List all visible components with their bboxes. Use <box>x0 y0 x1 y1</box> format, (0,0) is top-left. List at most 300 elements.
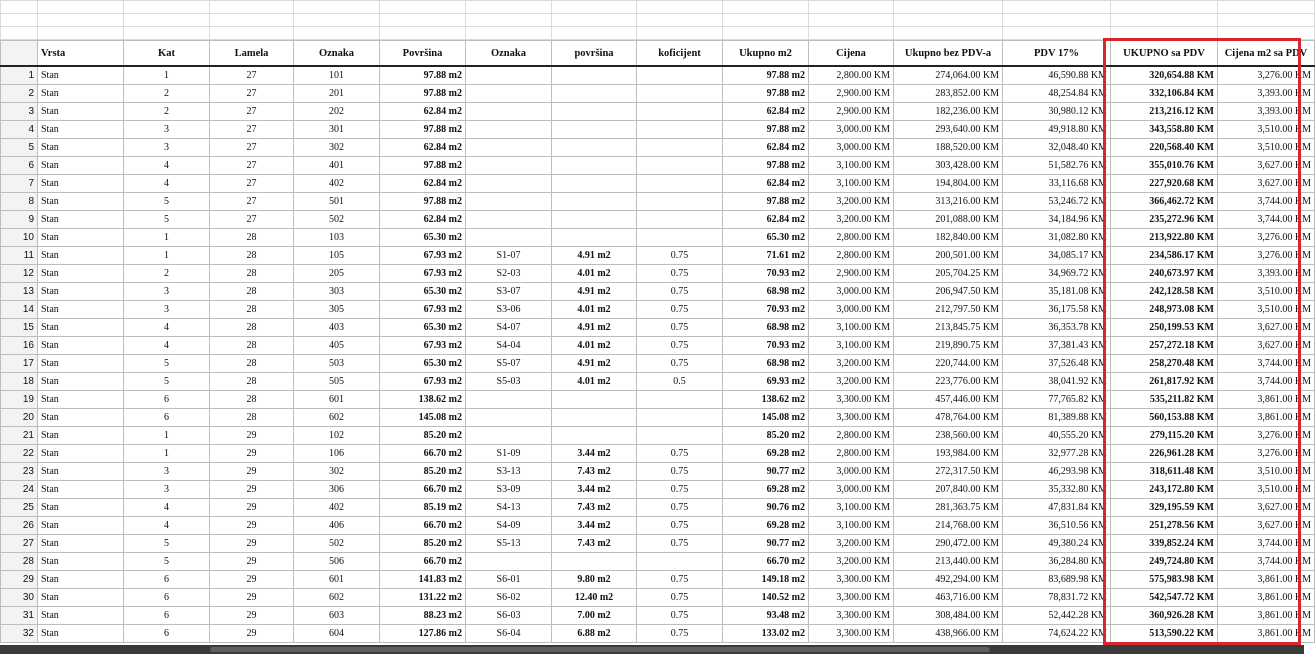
cell-vrsta[interactable]: Stan <box>38 319 124 337</box>
cell-vrsta[interactable]: Stan <box>38 409 124 427</box>
cell-koficijent[interactable]: 0.75 <box>637 625 723 643</box>
cell-koficijent[interactable]: 0.75 <box>637 301 723 319</box>
cell-ukupno-sa-pdv[interactable]: 243,172.80 KM <box>1111 481 1218 499</box>
cell-cijena[interactable]: 3,000.00 KM <box>809 301 894 319</box>
cell-vrsta[interactable]: Stan <box>38 247 124 265</box>
cell-koficijent[interactable] <box>637 211 723 229</box>
cell-ukupno-bez-pdv[interactable]: 238,560.00 KM <box>894 427 1003 445</box>
cell-ukupno-sa-pdv[interactable]: 279,115.20 KM <box>1111 427 1218 445</box>
cell-povrsina[interactable]: 65.30 m2 <box>380 319 466 337</box>
header-kat[interactable]: Kat <box>124 41 210 67</box>
cell-kat[interactable]: 6 <box>124 589 210 607</box>
cell-oznaka[interactable]: 105 <box>294 247 380 265</box>
cell-cijena[interactable]: 2,800.00 KM <box>809 427 894 445</box>
cell-ukupno-m2[interactable]: 85.20 m2 <box>723 427 809 445</box>
cell-oznaka-ostave[interactable]: S6-01 <box>466 571 552 589</box>
cell-ukupno-m2[interactable]: 70.93 m2 <box>723 265 809 283</box>
cell-ukupno-sa-pdv[interactable]: 251,278.56 KM <box>1111 517 1218 535</box>
cell-povrsina[interactable]: 67.93 m2 <box>380 265 466 283</box>
cell-pdv[interactable]: 49,380.24 KM <box>1003 535 1111 553</box>
cell-povrsina[interactable]: 97.88 m2 <box>380 193 466 211</box>
cell-lamela[interactable]: 29 <box>210 571 294 589</box>
cell-ukupno-bez-pdv[interactable]: 478,764.00 KM <box>894 409 1003 427</box>
cell-oznaka-ostave[interactable]: S3-07 <box>466 283 552 301</box>
cell-oznaka[interactable]: 604 <box>294 625 380 643</box>
cell-ukupno-bez-pdv[interactable]: 194,804.00 KM <box>894 175 1003 193</box>
cell-povrsina-ostave[interactable] <box>552 409 637 427</box>
cell-cijena-m2-sa-pdv[interactable]: 3,510.00 KM <box>1218 139 1315 157</box>
cell-cijena-m2-sa-pdv[interactable]: 3,276.00 KM <box>1218 445 1315 463</box>
cell-povrsina-ostave[interactable]: 4.91 m2 <box>552 247 637 265</box>
cell-kat[interactable]: 6 <box>124 571 210 589</box>
cell-povrsina[interactable]: 131.22 m2 <box>380 589 466 607</box>
cell-povrsina-ostave[interactable]: 3.44 m2 <box>552 445 637 463</box>
cell-povrsina[interactable]: 62.84 m2 <box>380 175 466 193</box>
row-number[interactable]: 1 <box>1 66 38 85</box>
cell-cijena-m2-sa-pdv[interactable]: 3,744.00 KM <box>1218 193 1315 211</box>
row-number[interactable]: 7 <box>1 175 38 193</box>
cell-koficijent[interactable] <box>637 229 723 247</box>
cell-ukupno-m2[interactable]: 145.08 m2 <box>723 409 809 427</box>
cell-povrsina[interactable]: 88.23 m2 <box>380 607 466 625</box>
cell-oznaka[interactable]: 106 <box>294 445 380 463</box>
cell-oznaka[interactable]: 102 <box>294 427 380 445</box>
cell-povrsina-ostave[interactable] <box>552 139 637 157</box>
cell-oznaka[interactable]: 205 <box>294 265 380 283</box>
cell-ukupno-sa-pdv[interactable]: 318,611.48 KM <box>1111 463 1218 481</box>
cell-cijena[interactable]: 3,000.00 KM <box>809 463 894 481</box>
cell-koficijent[interactable]: 0.75 <box>637 445 723 463</box>
cell-oznaka[interactable]: 503 <box>294 355 380 373</box>
cell-pdv[interactable]: 77,765.82 KM <box>1003 391 1111 409</box>
row-number[interactable]: 29 <box>1 571 38 589</box>
cell-povrsina[interactable]: 67.93 m2 <box>380 247 466 265</box>
header-cijena-m2-sa-pdv[interactable]: Cijena m2 sa PDV <box>1218 41 1315 67</box>
cell-povrsina[interactable]: 66.70 m2 <box>380 445 466 463</box>
cell-cijena-m2-sa-pdv[interactable]: 3,861.00 KM <box>1218 625 1315 643</box>
cell-oznaka[interactable]: 306 <box>294 481 380 499</box>
cell-ukupno-m2[interactable]: 149.18 m2 <box>723 571 809 589</box>
cell-ukupno-bez-pdv[interactable]: 206,947.50 KM <box>894 283 1003 301</box>
cell-kat[interactable]: 3 <box>124 301 210 319</box>
cell-povrsina[interactable]: 65.30 m2 <box>380 355 466 373</box>
cell-ukupno-sa-pdv[interactable]: 513,590.22 KM <box>1111 625 1218 643</box>
cell-povrsina-ostave[interactable]: 7.43 m2 <box>552 499 637 517</box>
cell-ukupno-m2[interactable]: 71.61 m2 <box>723 247 809 265</box>
cell-kat[interactable]: 4 <box>124 157 210 175</box>
cell-pdv[interactable]: 46,293.98 KM <box>1003 463 1111 481</box>
cell-ukupno-bez-pdv[interactable]: 201,088.00 KM <box>894 211 1003 229</box>
header-ukupno-sa-pdv[interactable]: UKUPNO sa PDV <box>1111 41 1218 67</box>
header-ukupno-bez-pdv[interactable]: Ukupno bez PDV-a <box>894 41 1003 67</box>
cell-ukupno-bez-pdv[interactable]: 272,317.50 KM <box>894 463 1003 481</box>
cell-oznaka-ostave[interactable]: S4-07 <box>466 319 552 337</box>
cell-ukupno-bez-pdv[interactable]: 219,890.75 KM <box>894 337 1003 355</box>
cell-cijena[interactable]: 3,300.00 KM <box>809 589 894 607</box>
cell-ukupno-m2[interactable]: 69.28 m2 <box>723 481 809 499</box>
cell-pdv[interactable]: 34,184.96 KM <box>1003 211 1111 229</box>
cell-povrsina[interactable]: 62.84 m2 <box>380 139 466 157</box>
row-number[interactable]: 32 <box>1 625 38 643</box>
cell-cijena-m2-sa-pdv[interactable]: 3,627.00 KM <box>1218 157 1315 175</box>
cell-kat[interactable]: 4 <box>124 175 210 193</box>
cell-oznaka-ostave[interactable]: S5-03 <box>466 373 552 391</box>
cell-koficijent[interactable]: 0.75 <box>637 337 723 355</box>
cell-kat[interactable]: 5 <box>124 535 210 553</box>
cell-povrsina[interactable]: 127.86 m2 <box>380 625 466 643</box>
cell-ukupno-m2[interactable]: 138.62 m2 <box>723 391 809 409</box>
cell-povrsina-ostave[interactable] <box>552 553 637 571</box>
cell-kat[interactable]: 5 <box>124 193 210 211</box>
cell-vrsta[interactable]: Stan <box>38 337 124 355</box>
cell-oznaka-ostave[interactable]: S2-03 <box>466 265 552 283</box>
cell-oznaka[interactable]: 402 <box>294 499 380 517</box>
cell-ukupno-sa-pdv[interactable]: 339,852.24 KM <box>1111 535 1218 553</box>
cell-ukupno-bez-pdv[interactable]: 207,840.00 KM <box>894 481 1003 499</box>
row-number[interactable]: 9 <box>1 211 38 229</box>
cell-ukupno-bez-pdv[interactable]: 213,845.75 KM <box>894 319 1003 337</box>
row-number[interactable]: 28 <box>1 553 38 571</box>
cell-cijena-m2-sa-pdv[interactable]: 3,744.00 KM <box>1218 553 1315 571</box>
cell-cijena[interactable]: 3,200.00 KM <box>809 193 894 211</box>
cell-oznaka[interactable]: 305 <box>294 301 380 319</box>
cell-cijena-m2-sa-pdv[interactable]: 3,744.00 KM <box>1218 373 1315 391</box>
cell-ukupno-bez-pdv[interactable]: 193,984.00 KM <box>894 445 1003 463</box>
row-number[interactable]: 25 <box>1 499 38 517</box>
cell-ukupno-sa-pdv[interactable]: 235,272.96 KM <box>1111 211 1218 229</box>
cell-ukupno-bez-pdv[interactable]: 274,064.00 KM <box>894 66 1003 85</box>
row-number[interactable]: 18 <box>1 373 38 391</box>
cell-koficijent[interactable]: 0.75 <box>637 265 723 283</box>
cell-lamela[interactable]: 29 <box>210 499 294 517</box>
cell-oznaka[interactable]: 406 <box>294 517 380 535</box>
cell-ukupno-sa-pdv[interactable]: 242,128.58 KM <box>1111 283 1218 301</box>
cell-oznaka-ostave[interactable] <box>466 211 552 229</box>
cell-ukupno-m2[interactable]: 133.02 m2 <box>723 625 809 643</box>
cell-povrsina[interactable]: 85.20 m2 <box>380 535 466 553</box>
cell-cijena[interactable]: 3,200.00 KM <box>809 553 894 571</box>
cell-ukupno-m2[interactable]: 65.30 m2 <box>723 229 809 247</box>
cell-vrsta[interactable]: Stan <box>38 625 124 643</box>
cell-oznaka-ostave[interactable] <box>466 103 552 121</box>
cell-pdv[interactable]: 81,389.88 KM <box>1003 409 1111 427</box>
cell-cijena[interactable]: 2,900.00 KM <box>809 265 894 283</box>
cell-cijena[interactable]: 2,800.00 KM <box>809 229 894 247</box>
row-number[interactable]: 22 <box>1 445 38 463</box>
row-number[interactable]: 19 <box>1 391 38 409</box>
row-number[interactable]: 8 <box>1 193 38 211</box>
row-number[interactable]: 23 <box>1 463 38 481</box>
cell-cijena[interactable]: 3,100.00 KM <box>809 337 894 355</box>
cell-koficijent[interactable] <box>637 66 723 85</box>
cell-cijena[interactable]: 3,100.00 KM <box>809 319 894 337</box>
cell-pdv[interactable]: 36,353.78 KM <box>1003 319 1111 337</box>
row-number[interactable]: 2 <box>1 85 38 103</box>
cell-lamela[interactable]: 28 <box>210 247 294 265</box>
cell-lamela[interactable]: 27 <box>210 103 294 121</box>
cell-kat[interactable]: 5 <box>124 373 210 391</box>
cell-pdv[interactable]: 48,254.84 KM <box>1003 85 1111 103</box>
cell-lamela[interactable]: 28 <box>210 283 294 301</box>
row-number[interactable]: 3 <box>1 103 38 121</box>
row-number[interactable]: 17 <box>1 355 38 373</box>
cell-oznaka-ostave[interactable] <box>466 553 552 571</box>
cell-lamela[interactable]: 29 <box>210 589 294 607</box>
cell-cijena-m2-sa-pdv[interactable]: 3,510.00 KM <box>1218 463 1315 481</box>
cell-lamela[interactable]: 28 <box>210 373 294 391</box>
header-pdv[interactable]: PDV 17% <box>1003 41 1111 67</box>
header-cijena[interactable]: Cijena <box>809 41 894 67</box>
cell-oznaka-ostave[interactable] <box>466 391 552 409</box>
cell-povrsina[interactable]: 66.70 m2 <box>380 553 466 571</box>
cell-ukupno-m2[interactable]: 97.88 m2 <box>723 85 809 103</box>
cell-lamela[interactable]: 29 <box>210 553 294 571</box>
cell-povrsina-ostave[interactable]: 4.91 m2 <box>552 355 637 373</box>
cell-koficijent[interactable] <box>637 121 723 139</box>
cell-cijena-m2-sa-pdv[interactable]: 3,393.00 KM <box>1218 103 1315 121</box>
row-number[interactable]: 12 <box>1 265 38 283</box>
cell-lamela[interactable]: 29 <box>210 517 294 535</box>
cell-cijena-m2-sa-pdv[interactable]: 3,627.00 KM <box>1218 319 1315 337</box>
cell-koficijent[interactable] <box>637 193 723 211</box>
cell-ukupno-sa-pdv[interactable]: 227,920.68 KM <box>1111 175 1218 193</box>
cell-ukupno-bez-pdv[interactable]: 293,640.00 KM <box>894 121 1003 139</box>
cell-povrsina-ostave[interactable] <box>552 85 637 103</box>
cell-povrsina[interactable]: 97.88 m2 <box>380 85 466 103</box>
cell-povrsina-ostave[interactable] <box>552 193 637 211</box>
cell-lamela[interactable]: 28 <box>210 337 294 355</box>
cell-vrsta[interactable]: Stan <box>38 85 124 103</box>
cell-ukupno-m2[interactable]: 140.52 m2 <box>723 589 809 607</box>
cell-povrsina-ostave[interactable]: 4.91 m2 <box>552 283 637 301</box>
cell-povrsina[interactable]: 65.30 m2 <box>380 283 466 301</box>
cell-ukupno-sa-pdv[interactable]: 542,547.72 KM <box>1111 589 1218 607</box>
cell-pdv[interactable]: 36,510.56 KM <box>1003 517 1111 535</box>
cell-kat[interactable]: 1 <box>124 229 210 247</box>
cell-pdv[interactable]: 37,381.43 KM <box>1003 337 1111 355</box>
cell-vrsta[interactable]: Stan <box>38 355 124 373</box>
cell-vrsta[interactable]: Stan <box>38 427 124 445</box>
cell-ukupno-m2[interactable]: 66.70 m2 <box>723 553 809 571</box>
cell-cijena[interactable]: 3,200.00 KM <box>809 535 894 553</box>
cell-cijena[interactable]: 2,800.00 KM <box>809 247 894 265</box>
row-number[interactable]: 21 <box>1 427 38 445</box>
cell-koficijent[interactable]: 0.75 <box>637 589 723 607</box>
cell-oznaka[interactable]: 202 <box>294 103 380 121</box>
cell-ukupno-sa-pdv[interactable]: 355,010.76 KM <box>1111 157 1218 175</box>
cell-ukupno-sa-pdv[interactable]: 320,654.88 KM <box>1111 66 1218 85</box>
cell-pdv[interactable]: 52,442.28 KM <box>1003 607 1111 625</box>
cell-pdv[interactable]: 35,181.08 KM <box>1003 283 1111 301</box>
cell-oznaka[interactable]: 506 <box>294 553 380 571</box>
cell-kat[interactable]: 3 <box>124 283 210 301</box>
cell-pdv[interactable]: 31,082.80 KM <box>1003 229 1111 247</box>
cell-ukupno-m2[interactable]: 68.98 m2 <box>723 319 809 337</box>
cell-oznaka-ostave[interactable]: S4-04 <box>466 337 552 355</box>
cell-kat[interactable]: 1 <box>124 427 210 445</box>
cell-oznaka[interactable]: 403 <box>294 319 380 337</box>
cell-kat[interactable]: 5 <box>124 211 210 229</box>
cell-oznaka-ostave[interactable] <box>466 66 552 85</box>
cell-ukupno-m2[interactable]: 68.98 m2 <box>723 355 809 373</box>
cell-povrsina-ostave[interactable]: 4.01 m2 <box>552 301 637 319</box>
cell-cijena[interactable]: 3,200.00 KM <box>809 211 894 229</box>
cell-pdv[interactable]: 46,590.88 KM <box>1003 66 1111 85</box>
cell-cijena-m2-sa-pdv[interactable]: 3,510.00 KM <box>1218 283 1315 301</box>
cell-ukupno-sa-pdv[interactable]: 240,673.97 KM <box>1111 265 1218 283</box>
cell-cijena[interactable]: 3,300.00 KM <box>809 607 894 625</box>
cell-ukupno-bez-pdv[interactable]: 438,966.00 KM <box>894 625 1003 643</box>
cell-oznaka[interactable]: 602 <box>294 409 380 427</box>
cell-oznaka[interactable]: 602 <box>294 589 380 607</box>
cell-cijena[interactable]: 2,900.00 KM <box>809 85 894 103</box>
cell-kat[interactable]: 4 <box>124 499 210 517</box>
cell-pdv[interactable]: 36,175.58 KM <box>1003 301 1111 319</box>
header-oznaka[interactable]: Oznaka <box>294 41 380 67</box>
cell-ukupno-bez-pdv[interactable]: 182,236.00 KM <box>894 103 1003 121</box>
cell-povrsina-ostave[interactable]: 6.88 m2 <box>552 625 637 643</box>
cell-cijena[interactable]: 2,900.00 KM <box>809 103 894 121</box>
cell-ukupno-m2[interactable]: 90.77 m2 <box>723 535 809 553</box>
header-vrsta[interactable]: Vrsta <box>38 41 124 67</box>
cell-cijena-m2-sa-pdv[interactable]: 3,627.00 KM <box>1218 175 1315 193</box>
cell-ukupno-bez-pdv[interactable]: 213,440.00 KM <box>894 553 1003 571</box>
cell-ukupno-m2[interactable]: 69.28 m2 <box>723 517 809 535</box>
cell-kat[interactable]: 4 <box>124 337 210 355</box>
cell-cijena-m2-sa-pdv[interactable]: 3,276.00 KM <box>1218 247 1315 265</box>
cell-oznaka[interactable]: 301 <box>294 121 380 139</box>
cell-ukupno-bez-pdv[interactable]: 205,704.25 KM <box>894 265 1003 283</box>
cell-vrsta[interactable]: Stan <box>38 445 124 463</box>
cell-kat[interactable]: 1 <box>124 66 210 85</box>
cell-pdv[interactable]: 34,969.72 KM <box>1003 265 1111 283</box>
cell-kat[interactable]: 6 <box>124 607 210 625</box>
cell-vrsta[interactable]: Stan <box>38 265 124 283</box>
cell-povrsina-ostave[interactable]: 4.01 m2 <box>552 337 637 355</box>
cell-oznaka[interactable]: 505 <box>294 373 380 391</box>
cell-koficijent[interactable]: 0.75 <box>637 247 723 265</box>
cell-koficijent[interactable]: 0.75 <box>637 517 723 535</box>
cell-koficijent[interactable]: 0.75 <box>637 607 723 625</box>
cell-kat[interactable]: 3 <box>124 139 210 157</box>
horizontal-scrollbar[interactable] <box>0 645 1304 654</box>
row-number[interactable]: 11 <box>1 247 38 265</box>
cell-oznaka-ostave[interactable]: S6-03 <box>466 607 552 625</box>
cell-vrsta[interactable]: Stan <box>38 499 124 517</box>
cell-koficijent[interactable]: 0.75 <box>637 283 723 301</box>
cell-vrsta[interactable]: Stan <box>38 553 124 571</box>
row-number[interactable]: 4 <box>1 121 38 139</box>
cell-ukupno-bez-pdv[interactable]: 463,716.00 KM <box>894 589 1003 607</box>
cell-povrsina-ostave[interactable] <box>552 175 637 193</box>
row-number[interactable]: 31 <box>1 607 38 625</box>
cell-povrsina[interactable]: 62.84 m2 <box>380 103 466 121</box>
cell-cijena-m2-sa-pdv[interactable]: 3,393.00 KM <box>1218 85 1315 103</box>
cell-vrsta[interactable]: Stan <box>38 463 124 481</box>
cell-lamela[interactable]: 28 <box>210 301 294 319</box>
cell-povrsina-ostave[interactable] <box>552 427 637 445</box>
cell-ukupno-bez-pdv[interactable]: 223,776.00 KM <box>894 373 1003 391</box>
cell-oznaka[interactable]: 201 <box>294 85 380 103</box>
cell-oznaka-ostave[interactable]: S4-13 <box>466 499 552 517</box>
cell-ukupno-bez-pdv[interactable]: 313,216.00 KM <box>894 193 1003 211</box>
cell-ukupno-sa-pdv[interactable]: 360,926.28 KM <box>1111 607 1218 625</box>
cell-pdv[interactable]: 51,582.76 KM <box>1003 157 1111 175</box>
cell-ukupno-sa-pdv[interactable]: 249,724.80 KM <box>1111 553 1218 571</box>
cell-oznaka-ostave[interactable]: S3-09 <box>466 481 552 499</box>
cell-cijena[interactable]: 2,800.00 KM <box>809 66 894 85</box>
cell-lamela[interactable]: 28 <box>210 229 294 247</box>
cell-lamela[interactable]: 27 <box>210 85 294 103</box>
cell-ukupno-m2[interactable]: 70.93 m2 <box>723 337 809 355</box>
cell-vrsta[interactable]: Stan <box>38 607 124 625</box>
cell-ukupno-bez-pdv[interactable]: 290,472.00 KM <box>894 535 1003 553</box>
cell-ukupno-m2[interactable]: 90.76 m2 <box>723 499 809 517</box>
cell-ukupno-m2[interactable]: 93.48 m2 <box>723 607 809 625</box>
cell-lamela[interactable]: 27 <box>210 157 294 175</box>
cell-oznaka[interactable]: 302 <box>294 463 380 481</box>
cell-oznaka-ostave[interactable] <box>466 229 552 247</box>
cell-kat[interactable]: 6 <box>124 409 210 427</box>
cell-pdv[interactable]: 36,284.80 KM <box>1003 553 1111 571</box>
cell-oznaka-ostave[interactable]: S6-04 <box>466 625 552 643</box>
cell-cijena[interactable]: 3,300.00 KM <box>809 571 894 589</box>
cell-cijena-m2-sa-pdv[interactable]: 3,393.00 KM <box>1218 265 1315 283</box>
cell-kat[interactable]: 5 <box>124 355 210 373</box>
cell-ukupno-bez-pdv[interactable]: 283,852.00 KM <box>894 85 1003 103</box>
cell-povrsina-ostave[interactable] <box>552 157 637 175</box>
cell-lamela[interactable]: 29 <box>210 445 294 463</box>
cell-oznaka-ostave[interactable] <box>466 85 552 103</box>
cell-ukupno-bez-pdv[interactable]: 303,428.00 KM <box>894 157 1003 175</box>
cell-cijena-m2-sa-pdv[interactable]: 3,627.00 KM <box>1218 499 1315 517</box>
cell-oznaka[interactable]: 405 <box>294 337 380 355</box>
cell-koficijent[interactable] <box>637 175 723 193</box>
cell-oznaka[interactable]: 603 <box>294 607 380 625</box>
cell-lamela[interactable]: 28 <box>210 409 294 427</box>
cell-oznaka[interactable]: 401 <box>294 157 380 175</box>
cell-povrsina[interactable]: 67.93 m2 <box>380 373 466 391</box>
cell-ukupno-sa-pdv[interactable]: 258,270.48 KM <box>1111 355 1218 373</box>
cell-ukupno-sa-pdv[interactable]: 226,961.28 KM <box>1111 445 1218 463</box>
cell-cijena-m2-sa-pdv[interactable]: 3,276.00 KM <box>1218 66 1315 85</box>
cell-povrsina-ostave[interactable]: 7.00 m2 <box>552 607 637 625</box>
cell-koficijent[interactable]: 0.5 <box>637 373 723 391</box>
cell-ukupno-m2[interactable]: 62.84 m2 <box>723 211 809 229</box>
cell-vrsta[interactable]: Stan <box>38 121 124 139</box>
cell-povrsina[interactable]: 97.88 m2 <box>380 157 466 175</box>
cell-povrsina[interactable]: 67.93 m2 <box>380 337 466 355</box>
cell-koficijent[interactable]: 0.75 <box>637 355 723 373</box>
cell-povrsina[interactable]: 97.88 m2 <box>380 66 466 85</box>
row-number[interactable]: 13 <box>1 283 38 301</box>
cell-koficijent[interactable] <box>637 553 723 571</box>
cell-povrsina-ostave[interactable]: 9.80 m2 <box>552 571 637 589</box>
cell-povrsina-ostave[interactable]: 3.44 m2 <box>552 481 637 499</box>
cell-povrsina[interactable]: 85.20 m2 <box>380 463 466 481</box>
cell-vrsta[interactable]: Stan <box>38 211 124 229</box>
cell-ukupno-sa-pdv[interactable]: 213,216.12 KM <box>1111 103 1218 121</box>
cell-ukupno-sa-pdv[interactable]: 220,568.40 KM <box>1111 139 1218 157</box>
cell-ukupno-bez-pdv[interactable]: 214,768.00 KM <box>894 517 1003 535</box>
cell-lamela[interactable]: 29 <box>210 481 294 499</box>
cell-kat[interactable]: 2 <box>124 103 210 121</box>
cell-koficijent[interactable]: 0.75 <box>637 481 723 499</box>
header-lamela[interactable]: Lamela <box>210 41 294 67</box>
cell-kat[interactable]: 3 <box>124 481 210 499</box>
cell-vrsta[interactable]: Stan <box>38 229 124 247</box>
cell-koficijent[interactable]: 0.75 <box>637 319 723 337</box>
